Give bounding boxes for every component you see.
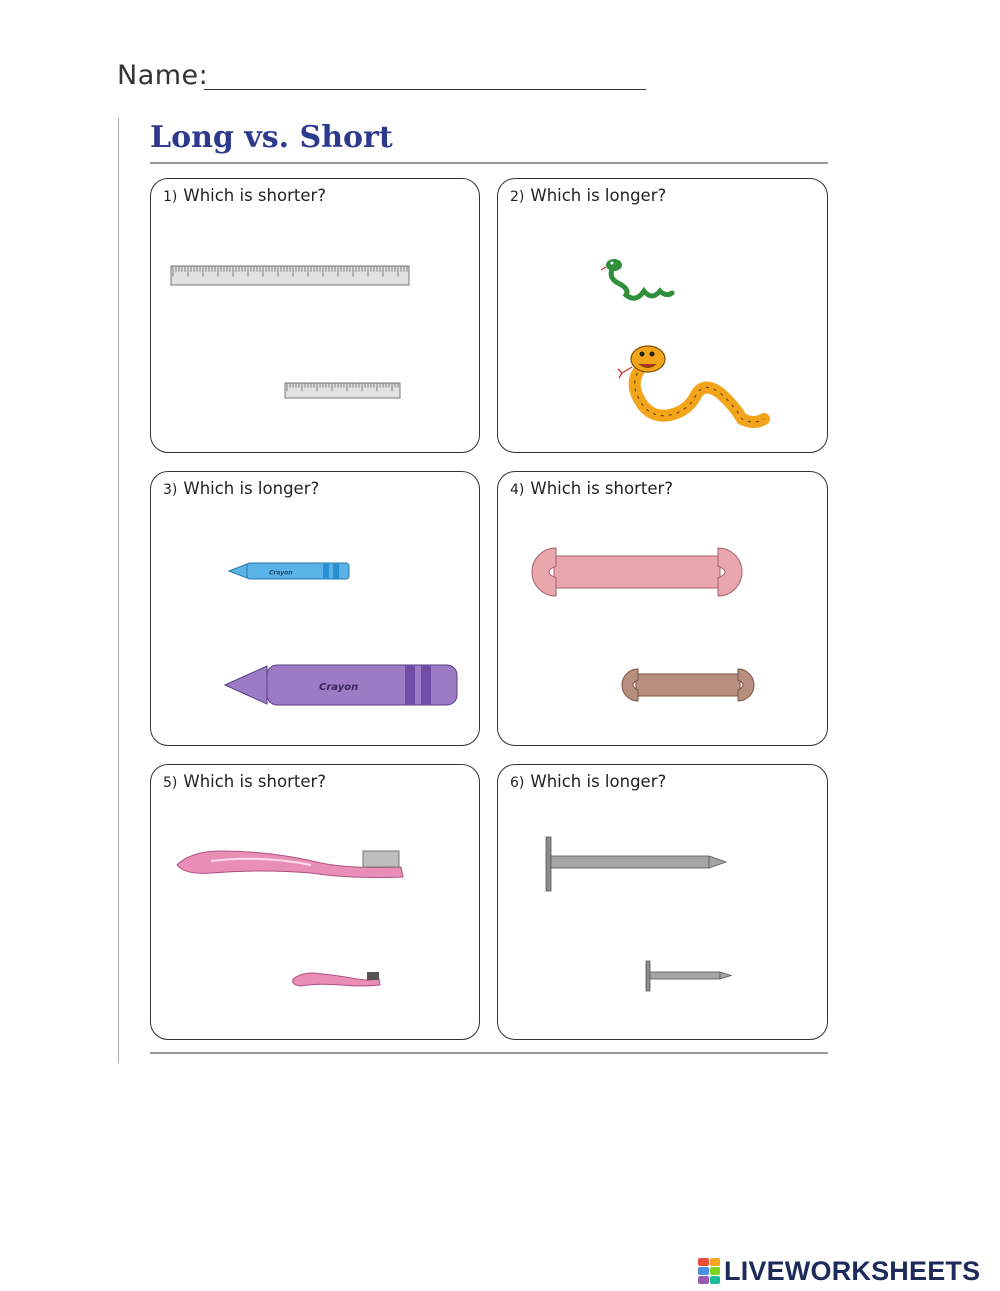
big-purple-crayon[interactable] xyxy=(225,665,457,705)
question-panel-2 xyxy=(497,178,828,453)
long-ruler[interactable] xyxy=(171,266,409,285)
question-panel-6 xyxy=(497,764,828,1040)
bottom-divider xyxy=(150,1052,828,1054)
small-green-snake[interactable] xyxy=(601,259,672,298)
question-text: Which is shorter? xyxy=(183,772,327,791)
left-margin-rule xyxy=(118,118,119,1063)
question-number: 6) xyxy=(510,775,525,791)
title-divider xyxy=(150,162,828,164)
question-text: Which is longer? xyxy=(530,772,667,791)
question-number: 4) xyxy=(510,482,525,498)
question-panel-1 xyxy=(150,178,480,453)
name-label: Name: xyxy=(117,60,209,91)
small-crayon-label: Crayon xyxy=(269,569,293,577)
liveworksheets-logo-icon xyxy=(698,1258,720,1284)
question-number: 2) xyxy=(510,189,525,205)
long-pink-wrench[interactable] xyxy=(532,548,742,596)
question-3-art xyxy=(151,472,481,747)
question-2-art xyxy=(498,179,829,454)
question-panel-5 xyxy=(150,764,480,1040)
short-ruler[interactable] xyxy=(285,383,400,398)
short-nail[interactable] xyxy=(646,961,731,991)
question-6-art xyxy=(498,765,829,1041)
long-nail[interactable] xyxy=(546,837,726,891)
worksheet-title: Long vs. Short xyxy=(150,120,393,155)
question-number: 3) xyxy=(163,482,178,498)
short-brown-wrench[interactable] xyxy=(622,669,754,701)
question-text: Which is longer? xyxy=(183,479,320,498)
question-5-art xyxy=(151,765,481,1041)
name-input-line[interactable] xyxy=(204,89,646,90)
question-text: Which is longer? xyxy=(530,186,667,205)
question-1-art xyxy=(151,179,481,454)
question-text: Which is shorter? xyxy=(530,479,674,498)
big-orange-snake[interactable] xyxy=(618,346,764,422)
big-crayon-label: Crayon xyxy=(319,682,359,693)
question-number: 1) xyxy=(163,189,178,205)
question-4-art xyxy=(498,472,829,747)
question-panel-3 xyxy=(150,471,480,746)
short-toothbrush[interactable] xyxy=(293,972,380,986)
question-panel-4 xyxy=(497,471,828,746)
long-toothbrush[interactable] xyxy=(177,851,403,878)
question-text: Which is shorter? xyxy=(183,186,327,205)
question-number: 5) xyxy=(163,775,178,791)
brand-name: LIVEWORKSHEETS xyxy=(724,1255,981,1286)
small-blue-crayon[interactable] xyxy=(229,563,349,579)
liveworksheets-logo xyxy=(698,1253,980,1289)
